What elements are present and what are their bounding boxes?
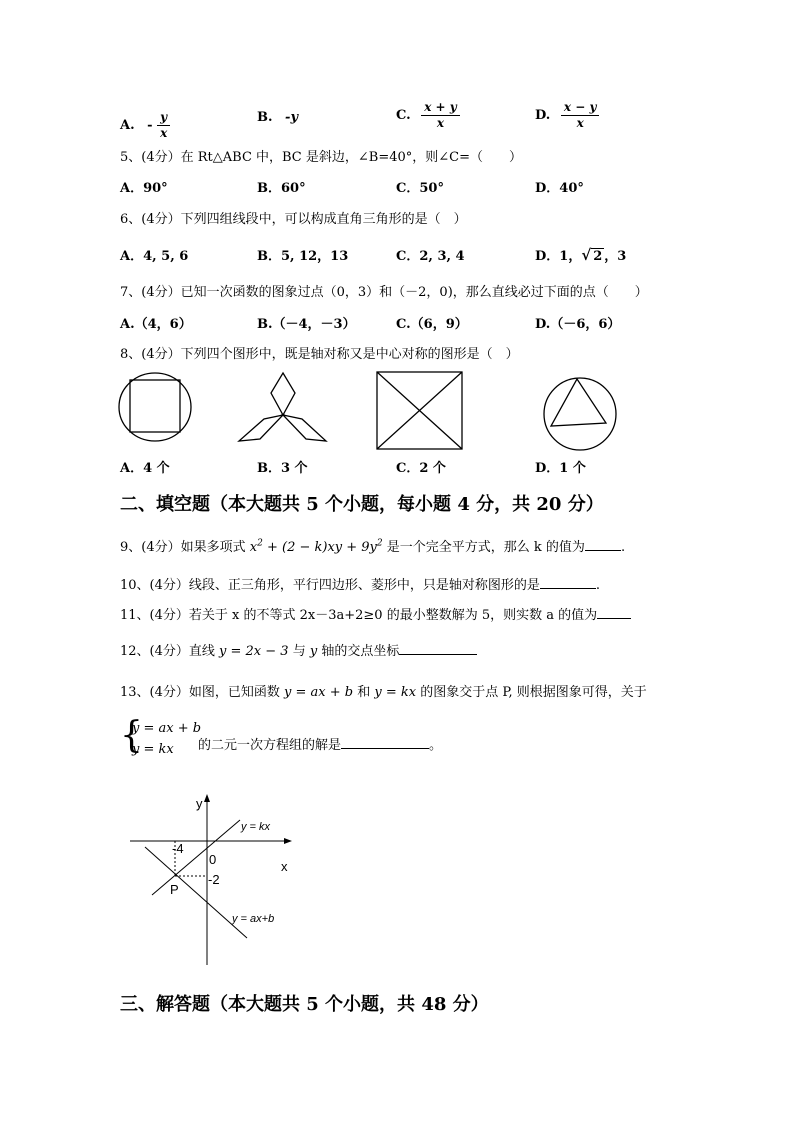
section-2-title: 二、填空题（本大题共 5 个小题，每小题 4 分，共 20 分） <box>120 494 604 515</box>
figure-circle-triangle <box>544 378 616 450</box>
figure-three-rhombi <box>239 373 326 441</box>
q5-stem: 5、(4分）在 Rt△ABC 中，BC 是斜边，∠B=40°，则∠C=（ ） <box>120 150 523 165</box>
q8-option-d: D．1 个 <box>535 461 586 476</box>
q7-option-d: D.（－6，6） <box>535 317 621 332</box>
q8-option-b: B．3 个 <box>257 461 308 476</box>
q13-answer-blank <box>341 736 429 749</box>
q9: 9、(4分）如果多项式 $x^2 + (2 - k)xy + 9y^2$ 是一个完全平方式，那么 k 的值为 . <box>120 538 626 555</box>
q12: 12、(4分）直线 y = 2x − 3 与 y 轴的交点坐标 <box>120 640 477 659</box>
q10-answer-blank <box>540 576 596 589</box>
point-p-label: P <box>170 882 179 897</box>
q5-option-d: D．40° <box>535 181 584 196</box>
q4-option-d: D. $\frac{x - y}{x}$ <box>535 100 599 131</box>
y-mark-label: -2 <box>208 872 220 887</box>
q9-answer-blank <box>585 538 621 551</box>
x-mark-label: -4 <box>172 841 184 856</box>
x-axis-arrow <box>284 838 292 844</box>
q6-stem: 6、(4分）下列四组线段中，可以构成直角三角形的是（ ） <box>120 212 467 227</box>
q8-option-c: C．2 个 <box>396 461 446 476</box>
x-axis-label: x <box>281 859 288 874</box>
q4-option-b: B. -y <box>257 110 298 125</box>
figure-circle-square <box>119 373 191 441</box>
y-axis-arrow <box>204 794 210 802</box>
line1-label: y = kx <box>241 821 271 833</box>
q10: 10、(4分）线段、正三角形，平行四边形、菱形中，只是轴对称图形的是 . <box>120 578 601 593</box>
q11-answer-blank <box>597 606 631 619</box>
line2-label: y = ax+b <box>232 913 275 925</box>
section-3-title: 三、解答题（本大题共 5 个小题，共 48 分） <box>120 994 489 1015</box>
q8-figures <box>110 365 670 460</box>
q11: 11、(4分）若关于 x 的不等式 2x－3a+2≥0 的最小整数解为 5，则实数 a 的值为 <box>120 604 631 623</box>
q13-stem: 13、(4分）如图，已知函数 y = ax + b 和 y = kx 的图象交于点 P, 则根据图象可得，关于 <box>120 685 647 700</box>
q8-option-a: A．4 个 <box>120 461 170 476</box>
q13-graph <box>120 790 320 970</box>
q6-option-b: B．5, 12，13 <box>257 249 349 264</box>
q6-option-a: A．4, 5, 6 <box>120 249 189 264</box>
figure-square-diagonals <box>377 372 462 449</box>
q6-option-d: D．1，√ 2 ，3 <box>535 246 627 264</box>
q7-option-c: C.（6，9） <box>396 317 468 332</box>
q4-option-a: A. - $\frac{y}{x}$ <box>120 110 170 141</box>
q12-answer-blank <box>399 642 477 655</box>
origin-label: 0 <box>209 852 217 867</box>
q7-stem: 7、(4分）已知一次函数的图象过点（0，3）和（－2，0)，那么直线必过下面的点（ ） <box>120 285 648 300</box>
q4-option-c: C. $\frac{x + y}{x}$ <box>396 100 460 131</box>
q5-option-a: A．90° <box>120 181 168 196</box>
q8-stem: 8、(4分）下列四个图形中，既是轴对称又是中心对称的图形是（ ） <box>120 347 519 362</box>
q5-option-c: C．50° <box>396 181 444 196</box>
q5-option-b: B．60° <box>257 181 306 196</box>
q6-option-c: C．2, 3, 4 <box>396 249 465 264</box>
q7-option-b: B.（－4，－3） <box>257 317 356 332</box>
y-axis-label: y <box>196 796 203 811</box>
line-y-kx <box>152 820 240 895</box>
q7-option-a: A.（4，6） <box>120 317 192 332</box>
